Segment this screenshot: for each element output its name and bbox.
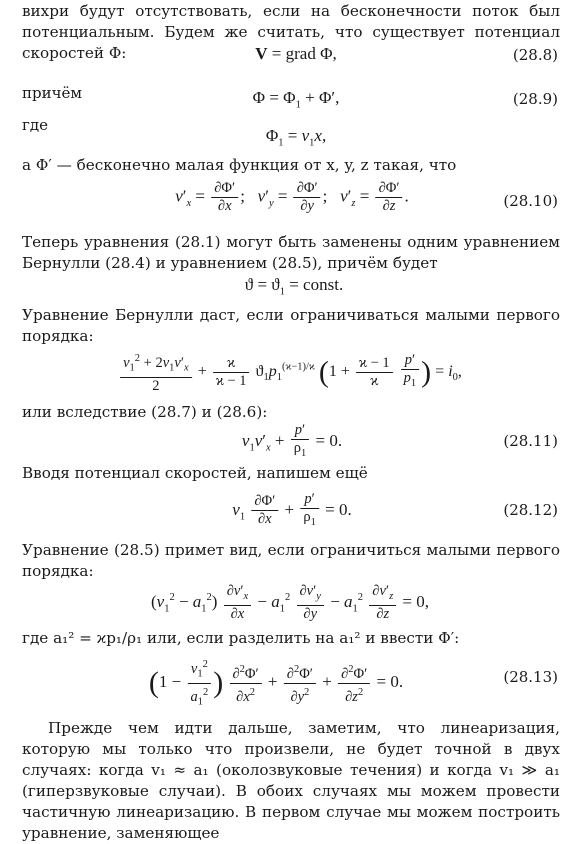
equation-number: (28.11)	[503, 432, 558, 450]
word-prichem: причём	[22, 84, 83, 102]
equation-number: (28.8)	[512, 46, 558, 64]
equation-28-11: $v_1v'_x$ + $\frac{p'}{\rho_1}$ = 0. (28.11)	[241, 422, 558, 459]
equation-number: (28.12)	[503, 501, 558, 519]
paragraph-potential-intro: вихри будут отсутствовать, если на бесконечности поток был потенциальным. Будем же считать, что существует потенциал скоростей Φ:	[22, 2, 560, 62]
paragraph-velocity-potential: Вводя потенциал скоростей, напишем ещё	[22, 464, 368, 482]
paragraph-bernoulli-small: Уравнение Бернулли даст, если ограничиваться малыми первого порядка:	[22, 306, 560, 345]
paragraph-bernoulli-replace: Теперь уравнения (28.1) могут быть заменены одним уравнением Бернулли (28.4) и уравнением (28.5), причём будет	[22, 233, 560, 272]
word-gde: где	[22, 116, 48, 134]
equation-28-10: $v'_x$ = $\frac{\partial\Phi'}{\partial x}$ ; $v'_y$ = $\frac{\partial\Phi'}{\partial y}$ ; $v'_z$ = $\frac{\partial\Phi'}{\partial z}$ . (28.10)	[175, 180, 558, 214]
paragraph-small-function: а Φ′ — бесконечно малая функция от x, y, z такая, что	[22, 156, 457, 174]
equation-number: (28.13)	[503, 668, 558, 686]
equation-number: (28.9)	[512, 90, 558, 108]
paragraph-sound-speed: где a₁² = ϰp₁/ρ₁ или, если разделить на a₁² и ввести Φ′:	[22, 629, 460, 647]
equation-28-9: $\Phi = \Phi_1 + \Phi'$, (28.9)	[252, 88, 558, 111]
paragraph-consequence: или вследствие (28.7) и (28.6):	[22, 403, 268, 421]
equation-28-8: V = grad Φ, (28.8)	[255, 44, 558, 64]
paragraph-linearization-remark: Прежде чем идти дальше, заметим, что линеаризация, которую мы только что произвели, не будет точной в двух случаях: когда v₁ ≈ a₁ (околозвуковые течения) и когда v₁ ≫ a₁ (гиперзвуковые случаи). В обоих случаях мы можем провести частичную линеаризацию. В первом случае мы можем построить уравнение, заменяющее	[22, 719, 560, 842]
equation-28-12: $v_1$ $\frac{\partial\Phi'}{\partial x}$ + $\frac{p'}{\rho_1}$ = 0. (28.12)	[232, 491, 558, 528]
equation-phi1: $\Phi_1 = v_1x$,	[265, 126, 327, 149]
equation-28-13: (1 − $\frac{v_1^2}{a_1^2}$ ) $\frac{\partial^2\Phi'}{\partial x^2}$ + $\frac{\partial^2\Phi'}{\partial y^2}$ + $\frac{\partial^2\Phi'}{\partial z^2}$ = 0. (28.13)	[0, 652, 572, 708]
equation-continuity-linear: $(v_1^2 - a_1^2)$ $\frac{\partial v'_x}{\partial x}$ − $a_1^2$ $\frac{\partial v'_y}{\partial y}$ − $a_1^2$ $\frac{\partial v'_z}{\partial z}$ = 0,	[150, 583, 430, 622]
equation-bernoulli-linear: $\frac{v_1^2 + 2v_1v'_x}{2}$ + $\frac{ϰ}{ϰ - 1}$ $ϑ_1p_1^{(ϰ-1)/ϰ}$ (1 + $\frac{ϰ - 1}{ϰ}$ $\frac{p'}{p_1}$ ) = $i_0$,	[0, 346, 572, 398]
equation-theta: $ϑ = ϑ_1$ = const.	[244, 275, 344, 298]
equation-number: (28.10)	[503, 192, 558, 210]
paragraph-equation-28-5: Уравнение (28.5) примет вид, если ограничиться малыми первого порядка:	[22, 541, 560, 580]
